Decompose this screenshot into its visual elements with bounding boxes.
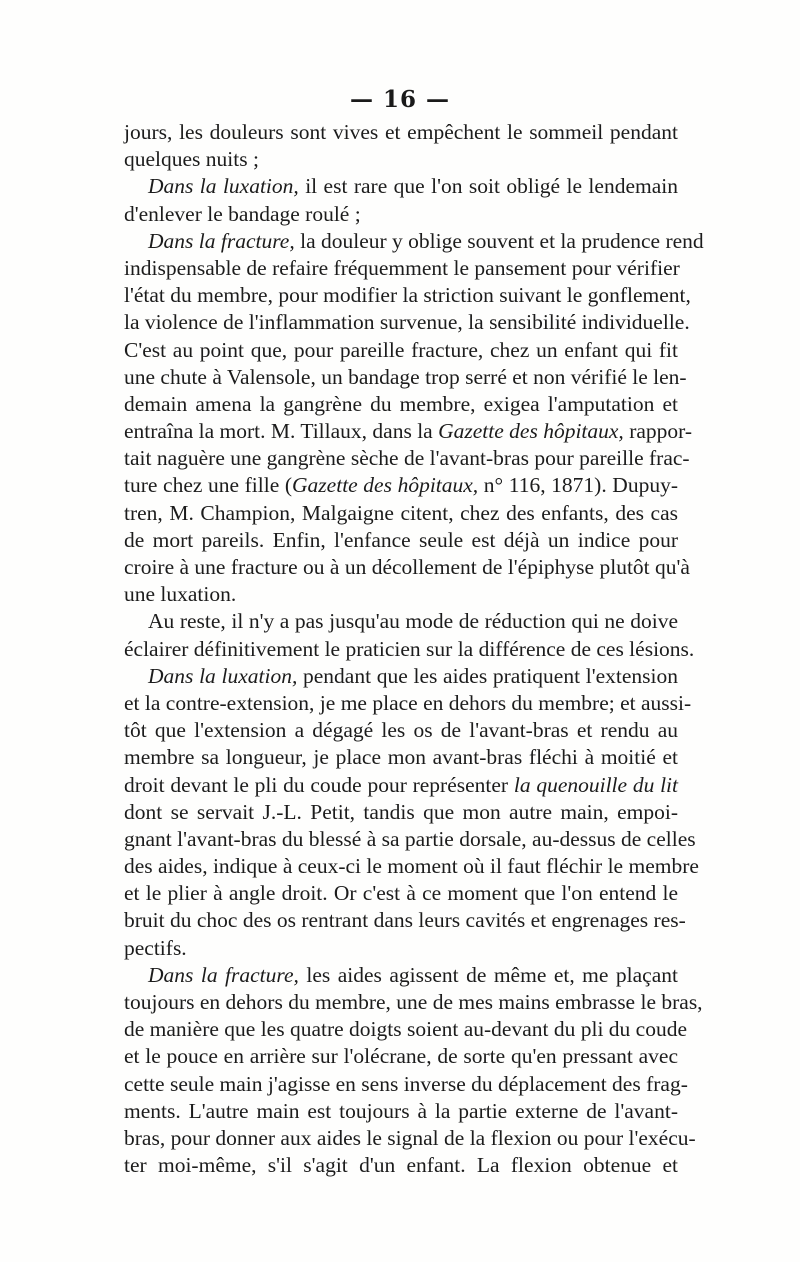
text-line <box>124 717 678 744</box>
text-line <box>124 663 678 690</box>
text-line <box>124 282 691 309</box>
text-line <box>124 201 678 228</box>
text-line <box>124 391 678 418</box>
text-run: rappor- <box>623 419 693 444</box>
text-run: éclairer définitivement le praticien sur la différence de ces lésions. <box>124 636 695 661</box>
text-run: membre sa longueur, je place mon avant-bras fléchi à moitié et <box>124 745 678 770</box>
text-run: une luxation. <box>124 582 237 607</box>
text-line <box>124 337 678 364</box>
text-run: ter moi-même, s'il s'agit d'un enfant. La flexion obtenue et <box>124 1153 678 1178</box>
text-run: bruit du choc des os rentrant dans leurs cavités et engrenages res- <box>124 908 686 933</box>
text-run: bras, pour donner aux aides le signal de la flexion ou pour l'exécu- <box>124 1125 696 1150</box>
text-run: de manière que les quatre doigts soient au-devant du pli du coude <box>124 1017 688 1042</box>
text-line <box>124 989 703 1016</box>
text-run: pendant que les aides pratiquent l'extension <box>297 663 678 688</box>
text-run: C'est au point que, pour pareille fracture, chez un enfant qui fit <box>124 337 678 362</box>
text-run: gnant l'avant-bras du blessé à sa partie dorsale, au-dessus de celles <box>124 826 696 851</box>
text-run: droit devant le pli du coude pour représenter <box>124 772 514 797</box>
text-run: tôt que l'extension a dégagé les os de l'avant-bras et rendu au <box>124 718 678 743</box>
text-run: des aides, indique à ceux-ci le moment où il faut fléchir le membre <box>124 854 699 879</box>
text-line <box>124 364 687 391</box>
text-line <box>124 1043 678 1070</box>
text-line <box>124 527 678 554</box>
text-run: croire à une fracture ou à un décollement de l'épiphyse plutôt qu'à <box>124 555 690 579</box>
text-line <box>124 744 678 771</box>
text-run: cette seule main j'agisse en sens inverse du déplacement des frag- <box>124 1071 688 1096</box>
text-line <box>124 772 678 799</box>
text-run: ture chez une fille ( <box>124 473 293 498</box>
italic-text: Dans la luxation, <box>148 663 298 688</box>
text-run: jours, les douleurs sont vives et empêchent le sommeil pendant <box>124 120 678 144</box>
text-line <box>124 935 678 962</box>
text-run: pectifs. <box>124 935 187 960</box>
page-number: — 16 — <box>349 86 451 113</box>
text-run: l'état du membre, pour modifier la striction suivant le gonflement, <box>124 283 691 308</box>
text-line <box>124 1098 678 1125</box>
text-run: les aides agissent de même et, me plaçant <box>298 962 678 987</box>
text-line <box>124 554 690 581</box>
text-run: la douleur y oblige souvent et la prudence rend <box>294 228 704 253</box>
italic-text: Gazette des hôpitaux, <box>292 473 479 498</box>
text-line <box>124 826 696 853</box>
text-line <box>124 1152 678 1179</box>
text-line <box>124 472 678 499</box>
text-run: entraîna la mort. M. Tillaux, dans la <box>124 419 439 444</box>
text-line <box>124 309 690 336</box>
text-line <box>124 255 678 282</box>
text-run: Au reste, il n'y a pas jusqu'au mode de réduction qui ne doive <box>148 609 678 634</box>
text-run: et le plier à angle droit. Or c'est à ce moment que l'on entend le <box>124 881 678 906</box>
text-run: n° 116, 1871). Dupuy- <box>478 473 678 498</box>
text-run: indispensable de refaire fréquemment le pansement pour vérifier <box>124 255 680 280</box>
text-line <box>124 119 678 146</box>
text-run: il est rare que l'on soit obligé le lendemain <box>298 174 678 199</box>
text-run: de mort pareils. Enfin, l'enfance seule est déjà un indice pour <box>124 527 678 552</box>
text-line <box>124 500 678 527</box>
text-line <box>124 173 678 200</box>
text-run: demain amena la gangrène du membre, exigea l'amputation et <box>124 391 678 416</box>
body-text <box>124 119 704 1179</box>
text-run: d'enlever le bandage roulé ; <box>124 201 361 226</box>
text-run: et la contre-extension, je me place en dehors du membre; et aussi- <box>124 690 692 715</box>
italic-text: Gazette des hôpitaux, <box>438 419 624 444</box>
text-line <box>124 581 678 608</box>
text-run: une chute à Valensole, un bandage trop serré et non vérifié le len- <box>124 364 687 389</box>
text-line <box>124 418 693 445</box>
text-line <box>124 228 704 255</box>
text-run: la violence de l'inflammation survenue, la sensibilité individuelle. <box>124 310 690 335</box>
text-line <box>124 1125 696 1152</box>
italic-text: Dans la fracture, <box>148 962 299 987</box>
text-line <box>124 1016 688 1043</box>
text-run: tren, M. Champion, Malgaigne citent, chez des enfants, des cas <box>124 500 678 525</box>
text-line <box>124 962 678 989</box>
text-line <box>124 799 678 826</box>
text-run: ments. L'autre main est toujours à la partie externe de l'avant- <box>124 1098 678 1123</box>
text-line <box>124 853 699 880</box>
text-line <box>124 636 695 663</box>
text-line <box>124 146 678 173</box>
italic-text: Dans la fracture, <box>148 228 295 253</box>
text-line <box>124 445 690 472</box>
text-line <box>124 1071 688 1098</box>
text-run: toujours en dehors du membre, une de mes mains embrasse le bras, <box>124 990 703 1014</box>
text-run: dont se servait J.-L. Petit, tandis que mon autre main, empoi- <box>124 799 678 824</box>
text-run: quelques nuits ; <box>124 147 259 172</box>
text-run: tait naguère une gangrène sèche de l'avant-bras pour pareille frac- <box>124 446 690 471</box>
text-line <box>124 690 692 717</box>
italic-text: la quenouille du lit <box>513 772 678 797</box>
text-line <box>124 907 686 934</box>
text-line <box>124 608 678 635</box>
italic-text: Dans la luxation, <box>148 174 299 199</box>
text-line <box>124 880 678 907</box>
text-run: et le pouce en arrière sur l'olécrane, de sorte qu'en pressant avec <box>124 1044 678 1069</box>
